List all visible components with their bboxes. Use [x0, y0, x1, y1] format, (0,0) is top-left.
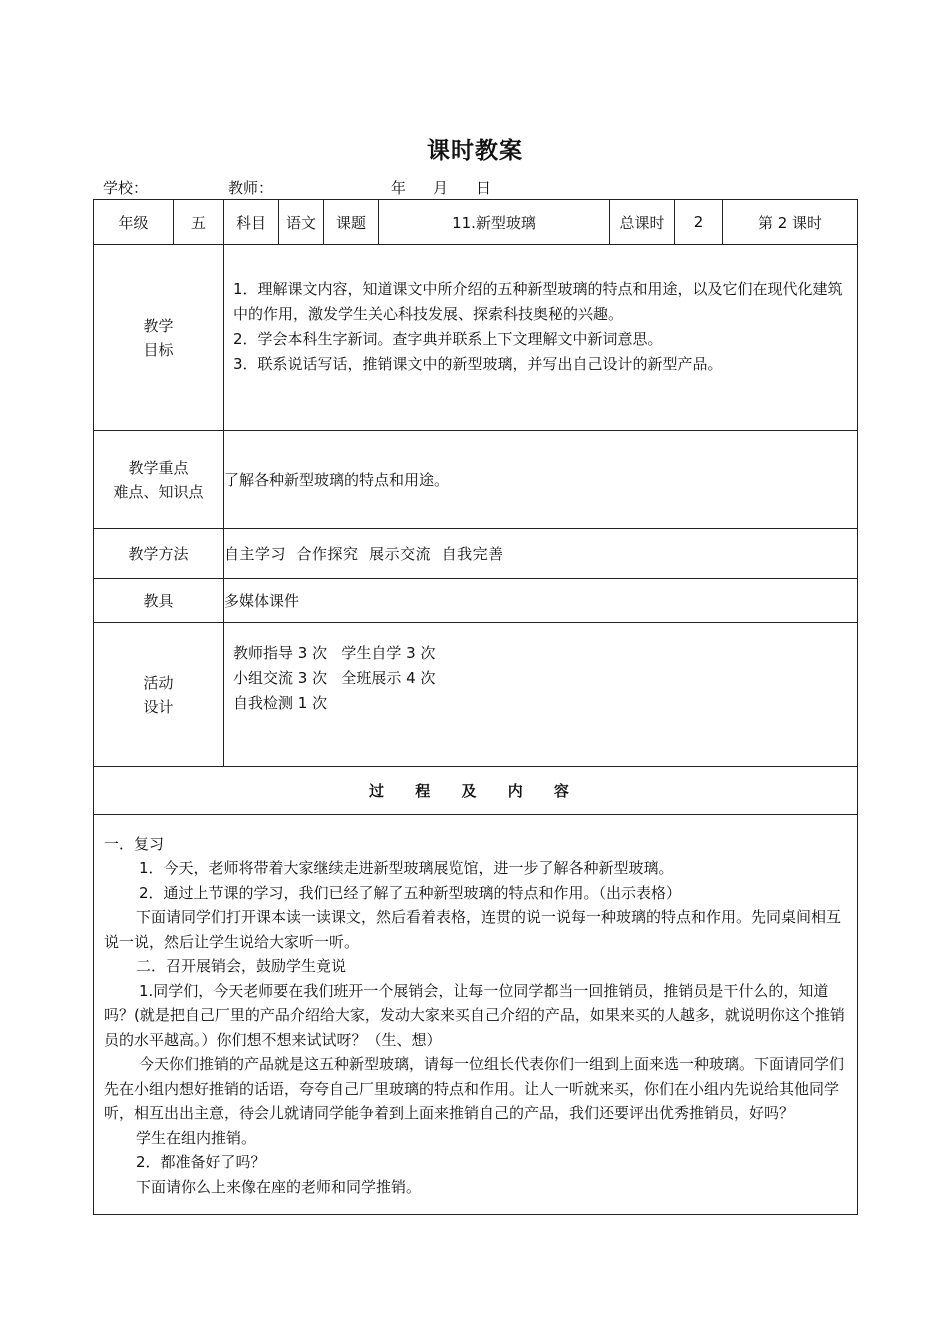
process-paragraph: 一．复习 [104, 834, 165, 853]
activity-content [224, 623, 858, 767]
teacher-label: 教师： [228, 179, 274, 197]
process-paragraph: 二．召开展销会，鼓励学生竟说 [136, 957, 347, 976]
total-lessons-label: 总课时 [610, 200, 675, 245]
process-paragraph: 1.同学们，今天老师要在我们班开一个展销会，让每一位同学都当一回推销员，推销员是干什么的，知道吗？(就是把自己厂里的产品介绍给大家，发动大家来买自己介绍的产品，如果来买的人越多，就说明你这个推销员的水平越高。）你们想不想来试试呀？（生、想） [104, 981, 845, 1049]
activity-line-2: 小组交流 3 次 全班展示 4 次 [233, 669, 436, 687]
activity-row [94, 623, 858, 767]
activity-line-1: 教师指导 3 次 学生自学 3 次 [233, 644, 436, 662]
day-label: 日 [476, 179, 492, 197]
tools-row [94, 579, 858, 623]
method-content: 自主学习 合作探究 展示交流 自我完善 [224, 529, 858, 579]
objectives-label [94, 245, 224, 431]
process-content-row [94, 815, 858, 1215]
activity-line-3: 自我检测 1 次 [233, 694, 328, 712]
activity-label [94, 623, 224, 767]
process-paragraph: 2．都准备好了吗？ [136, 1153, 266, 1172]
process-content [94, 815, 858, 1215]
page-title: 课时教案 [427, 138, 523, 164]
process-paragraph: 下面请同学们打开课本读一读课文，然后看着表格，连贯的说一说每一种玻璃的特点和作用。先同桌间相互说一说，然后让学生说给大家听一听。 [104, 908, 842, 951]
objectives-label-line2: 目标 [143, 340, 174, 359]
key-points-label-line2: 难点、知识点 [113, 482, 204, 501]
process-paragraph: 今天你们推销的产品就是这五种新型玻璃，请每一位组长代表你们一组到上面来选一种玻璃。下面请同学们先在小组内想好推销的话语，夸夸自己厂里玻璃的特点和作用。让人一听就来买，你们在小组内先说给其他同学听，相互出出主意，待会儿就请同学能争着到上面来推销自己的产品，我们还要评出优秀推销员，好吗？ [104, 1055, 845, 1123]
info-row [94, 200, 858, 245]
objective-item-2: 2．学会本科生字新词。查字典并联系上下文理解文中新词意思。 [233, 330, 663, 348]
process-paragraph: 学生在组内推销。 [136, 1128, 257, 1147]
activity-label-line2: 设计 [143, 697, 174, 716]
key-points-content: 了解各种新型玻璃的特点和用途。 [224, 431, 858, 529]
topic-value: 11.新型玻璃 [379, 200, 610, 245]
objective-item-3: 3．联系说话写话，推销课文中的新型玻璃，并写出自己设计的新型产品。 [233, 355, 723, 373]
process-paragraph: 2．通过上节课的学习，我们已经了解了五种新型玻璃的特点和作用。（出示表格） [139, 883, 682, 902]
key-points-row [94, 431, 858, 529]
objective-item-1: 1．理解课文内容，知道课文中所介绍的五种新型玻璃的特点和用途，以及它们在现代化建筑中的作用，激发学生关心科技发展、探索科技奥秘的兴趣。 [233, 280, 843, 323]
objectives-label-line1: 教学 [143, 316, 174, 335]
objectives-row [94, 245, 858, 431]
grade-label: 年级 [94, 200, 174, 245]
key-points-label [94, 431, 224, 529]
year-label: 年 [391, 179, 407, 197]
method-label: 教学方法 [94, 529, 224, 579]
tools-content: 多媒体课件 [224, 579, 858, 623]
objectives-content [224, 245, 858, 431]
key-points-label-line1: 教学重点 [128, 458, 189, 477]
topic-label: 课题 [324, 200, 379, 245]
current-lesson: 第 2 课时 [723, 200, 858, 245]
tools-label: 教具 [94, 579, 224, 623]
process-heading: 过 程 及 内 容 [94, 767, 858, 815]
process-heading-row [94, 767, 858, 815]
subject-label: 科目 [224, 200, 279, 245]
month-label: 月 [433, 179, 449, 197]
method-row [94, 529, 858, 579]
lesson-plan-table [93, 199, 858, 1215]
process-paragraph: 下面请你么上来像在座的老师和同学推销。 [136, 1177, 422, 1196]
activity-label-line1: 活动 [143, 673, 174, 692]
process-paragraph: 1．今天，老师将带着大家继续走进新型玻璃展览馆，进一步了解各种新型玻璃。 [139, 859, 674, 878]
grade-value: 五 [174, 200, 224, 245]
total-lessons-value: 2 [675, 200, 723, 245]
school-label: 学校： [103, 179, 149, 197]
subject-value: 语文 [279, 200, 324, 245]
